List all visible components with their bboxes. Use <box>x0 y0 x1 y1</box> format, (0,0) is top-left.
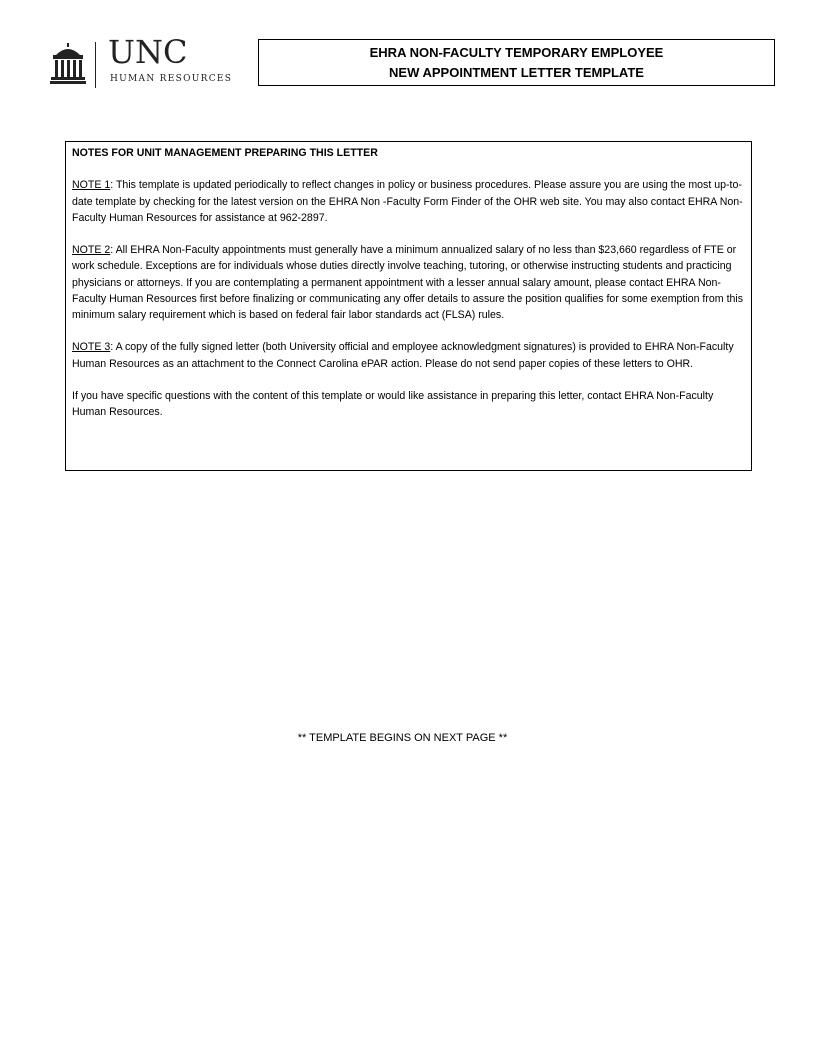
note-3-text: : A copy of the fully signed letter (both University official and employee acknowledgment signatures) is provided to EHRA Non-Faculty Human Resources as an attachment to the Connect Carolina ePAR action. Please do not send paper copies of these letters to OHR. <box>72 341 734 370</box>
note-2-text: : All EHRA Non-Faculty appointments must generally have a minimum annualized salary of no less than $23,660 regardless of FTE or work schedule. Exceptions are for individuals whose duties directly involve teaching, tutoring, or otherwise instructing students and practicing physicians or attorneys. If you are contemplating a permanent appointment with a lesser annual salary amount, please contact EHRA Non-Faculty Human Resources first before finalizing or communicating any offer details to assure the position qualifies for some exemption from this minimum salary requirement which is based on federal fair labor standards act (FLSA) rules. <box>72 244 744 321</box>
note-2-label: NOTE 2 <box>72 244 111 257</box>
note-3 <box>72 339 745 371</box>
template-next-page-notice: ** TEMPLATE BEGINS ON NEXT PAGE ** <box>297 732 508 744</box>
note-1 <box>72 177 745 226</box>
notes-box <box>65 141 752 471</box>
note-1-label: NOTE 1 <box>72 179 111 192</box>
notes-heading: NOTES FOR UNIT MANAGEMENT PREPARING THIS LETTER <box>72 147 378 159</box>
logo-divider <box>95 42 96 88</box>
note-1-text: : This template is updated periodically to reflect changes in policy or business procedures. Please assure you are using the most up-to-date template by checking for the latest version on the EHRA Non -Faculty Form Finder of the OHR web site. You may also contact EHRA Non-Faculty Human Resources for assistance at 962-2897. <box>72 179 743 224</box>
note-2 <box>72 242 745 323</box>
old-well-icon <box>50 43 86 85</box>
document-title-box <box>258 39 775 86</box>
notes-closing: If you have specific questions with the content of this template or would like assistance in preparing this letter, contact EHRA Non-Faculty Human Resources. <box>72 389 714 419</box>
title-line-1: EHRA NON-FACULTY TEMPORARY EMPLOYEE <box>369 44 664 60</box>
unc-hr-logo <box>50 33 240 90</box>
note-3-label: NOTE 3 <box>72 341 111 354</box>
title-line-2: NEW APPOINTMENT LETTER TEMPLATE <box>389 64 644 80</box>
logo-subtitle: HUMAN RESOURCES <box>110 74 233 84</box>
logo-wordmark: UNC <box>108 33 188 71</box>
